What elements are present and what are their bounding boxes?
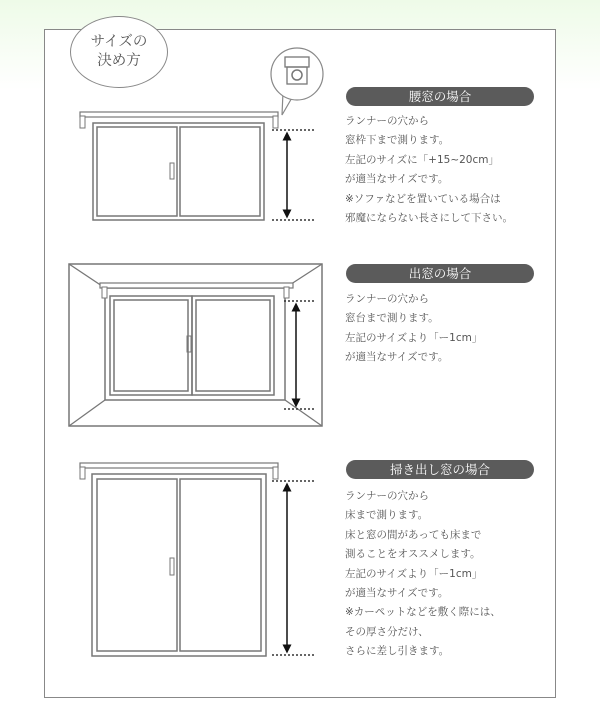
section-desc-floor-window — [345, 487, 501, 662]
curtain-rail — [80, 463, 278, 468]
how-to-measure-badge — [70, 16, 168, 88]
section-title-waist-window: 腰窓の場合 — [346, 87, 534, 106]
runner-zoom-bubble — [271, 48, 323, 100]
badge-line-1: サイズの — [90, 34, 148, 50]
desc-line: 床まで測ります。 — [345, 509, 429, 522]
desc-line: 窓台まで測ります。 — [345, 312, 439, 325]
desc-line: 床と窓の間があっても床まで — [345, 528, 482, 541]
desc-line: ランナーの穴から — [345, 115, 429, 127]
desc-line: が適当なサイズです。 — [345, 586, 449, 599]
desc-line: ランナーの穴から — [345, 490, 429, 502]
desc-line: ランナーの穴から — [345, 293, 429, 305]
desc-line: 左記のサイズより「ー1cm」 — [345, 567, 483, 580]
desc-line: 窓枠下まで測ります。 — [345, 134, 450, 147]
curtain-rail — [80, 112, 278, 117]
section-title-floor-window: 掃き出し窓の場合 — [346, 460, 534, 479]
desc-line: ※カーペットなどを敷く際には、 — [345, 606, 501, 619]
desc-line: が適当なサイズです。 — [345, 173, 449, 186]
section-title-bay-window: 出窓の場合 — [346, 264, 534, 283]
desc-line: 測ることをオススメします。 — [345, 548, 481, 561]
curtain-rail — [100, 283, 293, 288]
bay-window-illustration — [69, 264, 322, 426]
desc-line: が適当なサイズです。 — [345, 351, 449, 364]
section-desc-bay-window — [345, 290, 482, 368]
desc-line: ※ソファなどを置いている場合は — [345, 192, 501, 205]
floor-window-illustration — [80, 463, 314, 656]
section-desc-waist-window — [345, 112, 513, 228]
desc-line: 左記のサイズより「ー1cm」 — [345, 331, 483, 344]
desc-line: 左記のサイズに「+15~20cm」 — [345, 153, 499, 166]
desc-line: さらに差し引きます。 — [345, 645, 450, 658]
desc-line: 邪魔にならない長さにして下さい。 — [345, 211, 513, 224]
badge-line-2: 決め方 — [97, 53, 141, 69]
desc-line: その厚さ分だけ、 — [345, 625, 429, 638]
